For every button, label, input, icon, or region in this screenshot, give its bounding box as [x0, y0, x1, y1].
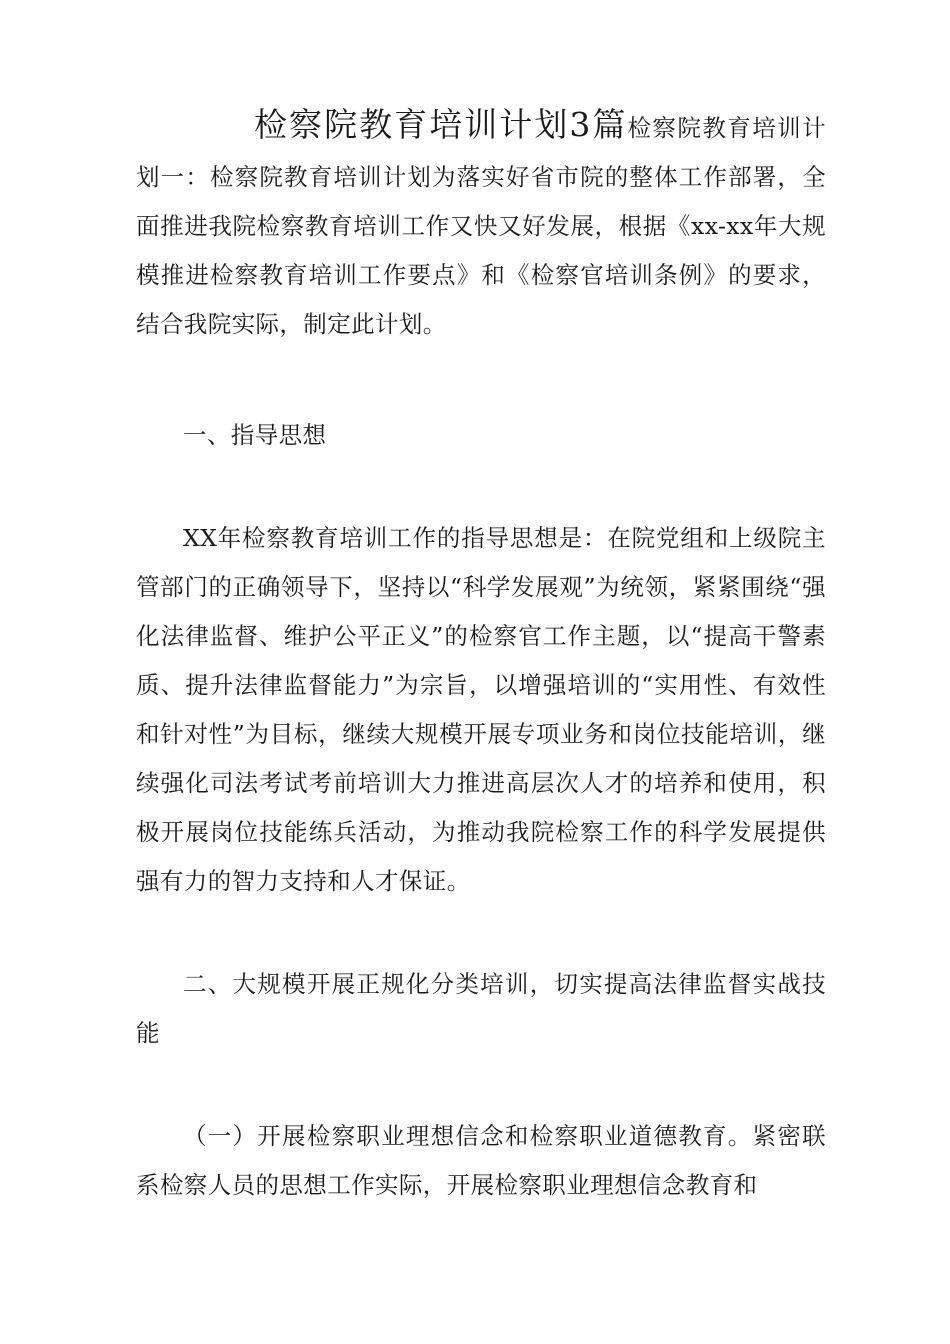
document-body: [136, 100, 826, 1210]
document-title: 检察院教育培训计划3篇: [254, 105, 628, 144]
intro-paragraph: [136, 100, 826, 349]
section-1-heading: 一、指导思想: [183, 421, 327, 449]
intro-text: 检察院教育培训计划一：检察院教育培训计划为落实好省市院的整体工作部署，全面推进我院检察教育培训工作又快又好发展，根据《xx-xx年大规模推进检察教育培训工作要点》和《检察官培训条例》的要求，结合我院实际，制定此计划。: [136, 114, 826, 338]
section-1-body: XX年检察教育培训工作的指导思想是：在院党组和上级院主管部门的正确领导下，坚持以“科学发展观”为统领，紧紧围绕“强化法律监督、维护公平正义”的检察官工作主题，以“提高干警素质、提升法律监督能力”为宗旨，以增强培训的“实用性、有效性和针对性”为目标，继续大规模开展专项业务和岗位技能培训，继续强化司法考试考前培训大力推进高层次人才的培养和使用，积极开展岗位技能练兵活动，为推动我院检察工作的科学发展提供强有力的智力支持和人才保证。: [136, 524, 826, 895]
section-2-heading: 二、大规模开展正规化分类培训，切实提高法律监督实战技能: [136, 970, 826, 1047]
subsection-1-body: （一）开展检察职业理想信念和检察职业道德教育。紧密联系检察人员的思想工作实际，开展检察职业理想信念教育和: [136, 1122, 826, 1199]
